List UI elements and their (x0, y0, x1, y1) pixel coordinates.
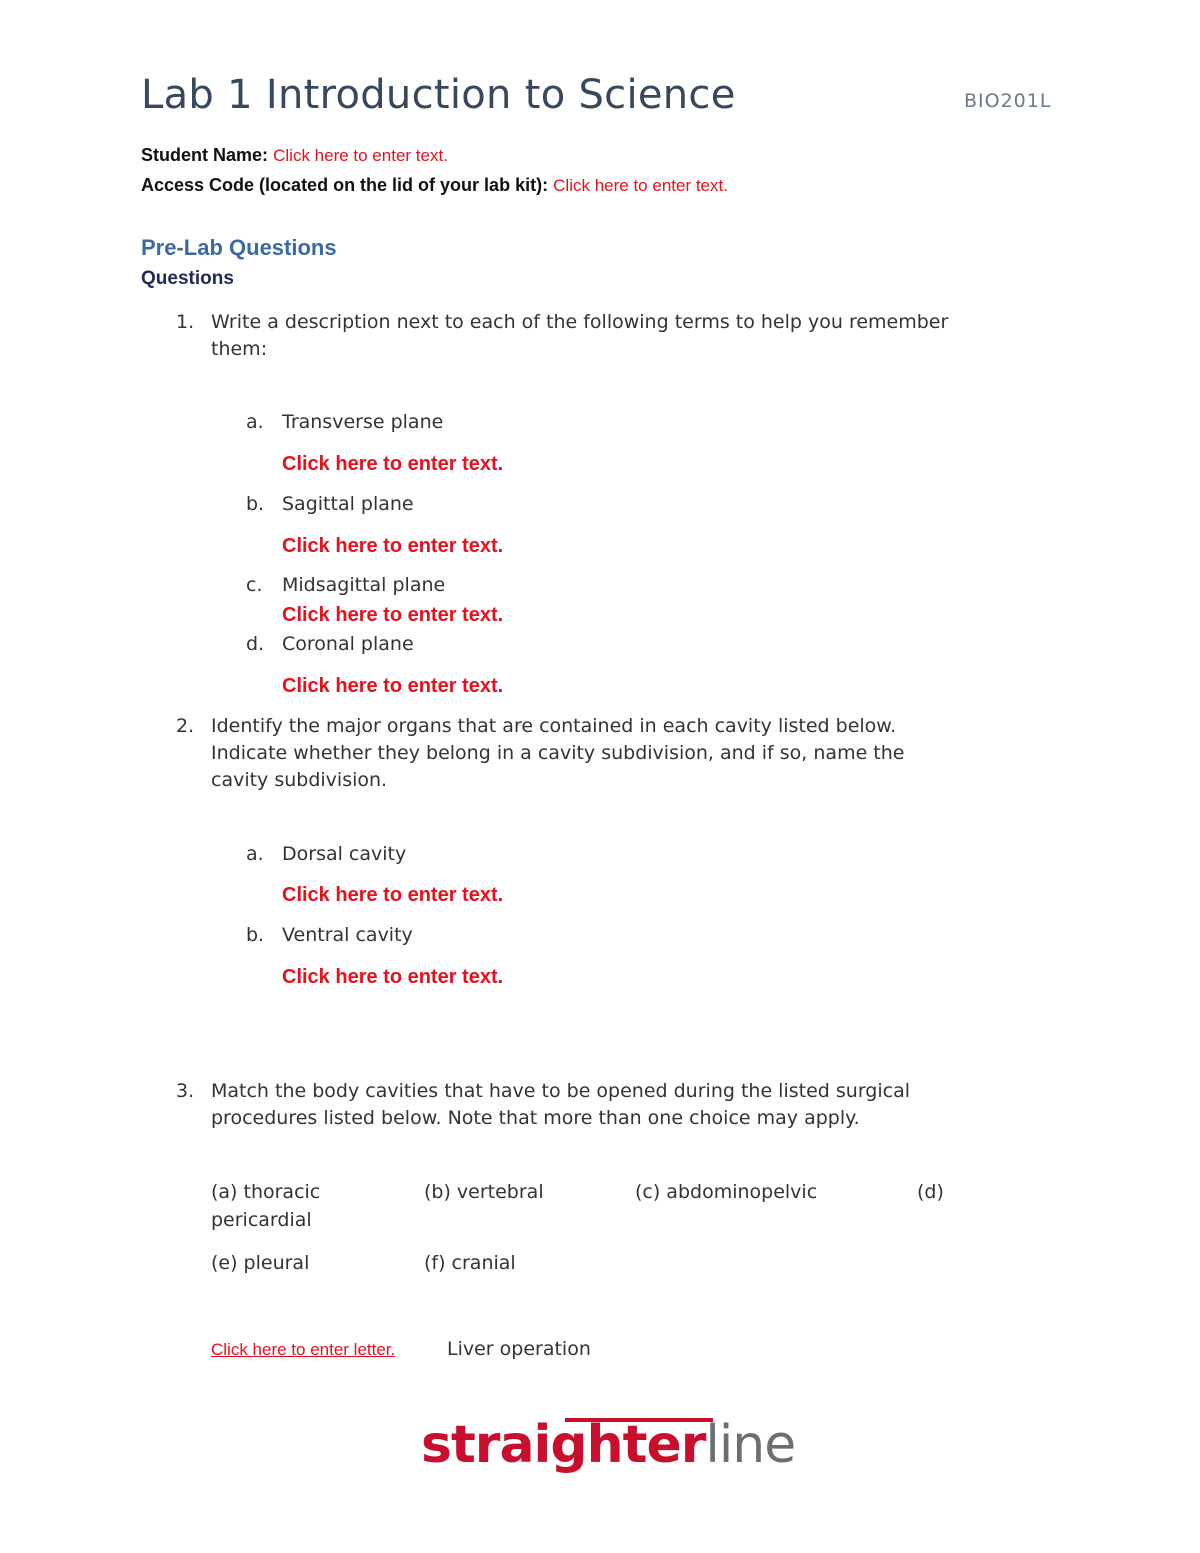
q2-text-line1: Identify the major organs that are contained in each cavity listed below. (211, 715, 897, 737)
q2a-letter: a. (246, 843, 264, 865)
questions-heading: Questions (141, 268, 234, 289)
q2b-letter: b. (246, 924, 265, 946)
q2b-answer-field[interactable]: Click here to enter text. (282, 966, 504, 988)
straighterline-logo (421, 1415, 795, 1475)
q3-procedure-liver: Liver operation (447, 1338, 591, 1360)
q2a-term: Dorsal cavity (282, 843, 407, 865)
page-title: Lab 1 Introduction to Science (141, 72, 736, 118)
q1-text-line2: them: (211, 338, 268, 360)
q1-number: 1. (176, 311, 195, 333)
choice-b: (b) vertebral (424, 1181, 544, 1203)
q1c-letter: c. (246, 574, 263, 596)
q3-text-line2: procedures listed below. Note that more than one choice may apply. (211, 1107, 860, 1129)
q1b-term: Sagittal plane (282, 493, 414, 515)
q1a-answer-field[interactable]: Click here to enter text. (282, 453, 504, 475)
q3-letter-answer-field[interactable]: Click here to enter letter. (211, 1340, 396, 1359)
q1a-term: Transverse plane (282, 411, 444, 433)
q1d-letter: d. (246, 633, 265, 655)
student-name-field[interactable]: Click here to enter text. (273, 146, 448, 165)
q1a-letter: a. (246, 411, 264, 433)
prelab-heading: Pre-Lab Questions (141, 235, 337, 260)
q2a-answer-field[interactable]: Click here to enter text. (282, 884, 504, 906)
q3-text-line1: Match the body cavities that have to be opened during the listed surgical (211, 1080, 911, 1102)
choice-e: (e) pleural (211, 1252, 310, 1274)
choice-d-continued: pericardial (211, 1209, 312, 1231)
choice-c: (c) abdominopelvic (635, 1181, 818, 1203)
q3-number: 3. (176, 1080, 195, 1102)
q2b-term: Ventral cavity (282, 924, 413, 946)
student-name-row (141, 145, 448, 166)
choice-a: (a) thoracic (211, 1181, 321, 1203)
q2-text-line2: Indicate whether they belong in a cavity subdivision, and if so, name the (211, 742, 905, 764)
q2-text-line3: cavity subdivision. (211, 769, 388, 791)
q1c-term: Midsagittal plane (282, 574, 446, 596)
q1d-term: Coronal plane (282, 633, 414, 655)
q1b-letter: b. (246, 493, 265, 515)
q2-number: 2. (176, 715, 195, 737)
student-name-label: Student Name: (141, 145, 269, 165)
q1c-answer-field[interactable]: Click here to enter text. (282, 604, 504, 626)
q1b-answer-field[interactable]: Click here to enter text. (282, 535, 504, 557)
access-code-field[interactable]: Click here to enter text. (553, 176, 728, 195)
logo-part-line: line (705, 1415, 796, 1475)
logo-part-straighter: straighter (421, 1415, 706, 1475)
choice-f: (f) cranial (424, 1252, 516, 1274)
course-code: BIO201L (964, 90, 1052, 112)
choice-d: (d) (917, 1181, 944, 1203)
access-code-row (141, 175, 728, 196)
access-code-label: Access Code (located on the lid of your lab kit): (141, 175, 549, 195)
q1d-answer-field[interactable]: Click here to enter text. (282, 675, 504, 697)
q1-text-line1: Write a description next to each of the following terms to help you remember (211, 311, 949, 333)
